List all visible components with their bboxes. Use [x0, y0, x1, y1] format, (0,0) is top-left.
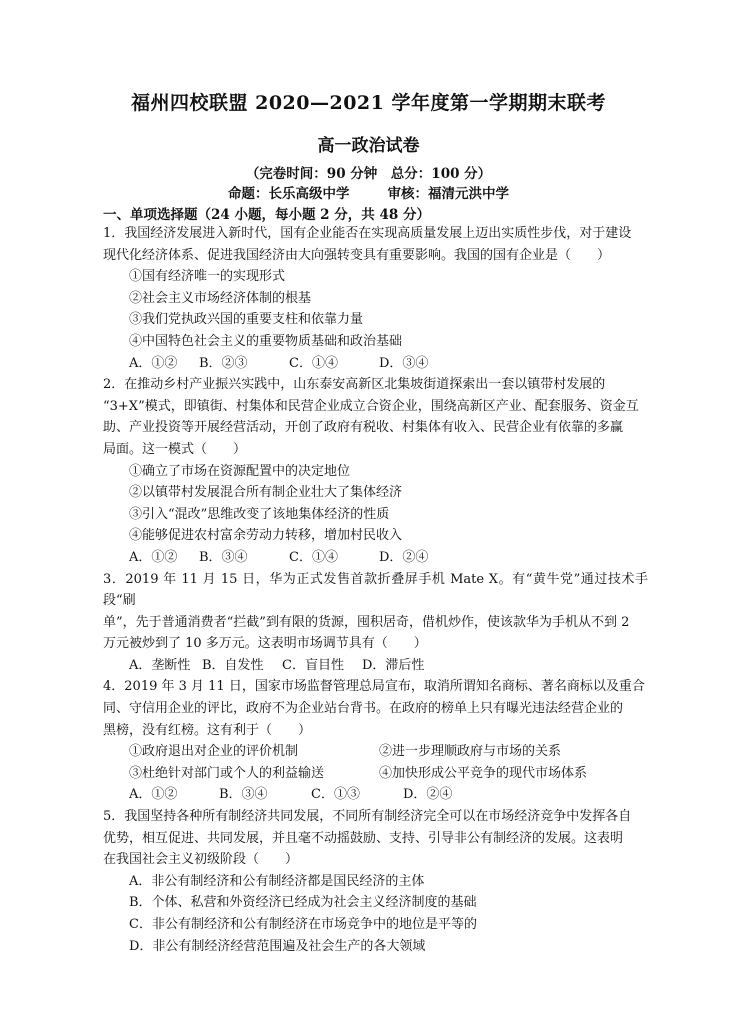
question-text: 助、产业投资等开展经营活动，开创了政府有税收、村集体有收入、民营企业有依靠的多赢	[103, 420, 624, 436]
statement-item: ②以镇带村发展混合所有制企业壮大了集体经济	[129, 485, 403, 501]
statement-item: ①政府退出对企业的评价机制	[129, 744, 299, 760]
question-text: 5．我国坚持各种所有制经济共同发展，不同所有制经济完全可以在市场经济竞争中发挥各自	[103, 809, 632, 825]
statement-item: ②社会主义市场经济体制的根基	[129, 290, 312, 306]
choice-b: B．②③	[199, 355, 248, 371]
choice-d: D．②④	[403, 787, 453, 803]
question-4	[103, 676, 648, 806]
section-heading: 一、单项选择题（24 小题，每小题 2 分，共 48 分）	[103, 207, 430, 223]
choice-c: C．①④	[289, 355, 338, 371]
statement-item: ①国有经济唯一的实现形式	[129, 269, 286, 285]
statement-row	[103, 741, 648, 763]
question-text: 2．在推动乡村产业振兴实践中，山东泰安高新区北集坡街道探索出一套以镇带村发展的	[103, 377, 606, 393]
statement-item: ①确立了市场在资源配置中的决定地位	[129, 463, 351, 479]
choice-c: C．盲目性	[282, 657, 344, 673]
answer-choices	[103, 784, 648, 806]
choice-a: A．①②	[129, 355, 178, 371]
choice-c: C．非公有制经济和公有制经济在市场竞争中的地位是平等的	[129, 917, 477, 932]
statement-item: ③引入“混改”思维改变了该地集体经济的性质	[129, 506, 390, 522]
statement-item: ②进一步理顺政府与市场的关系	[379, 744, 562, 760]
question-text: 黑榜，没有红榜。这有利于（ ）	[103, 722, 312, 738]
question-text: 局面。这一模式（ ）	[103, 441, 247, 457]
question-text: 3．2019 年 11 月 15 日，华为正式发售首款折叠屏手机 Mate X。有“黄牛党”通过技术手段“刷	[103, 571, 648, 609]
question-text: 优势，相互促进、共同发展，并且毫不动摇鼓励、支持、引导非公有制经济的发展。这表明	[103, 830, 624, 846]
statement-item: ④能够促进农村富余劳动力转移，增加村民收入	[129, 528, 403, 544]
choice-b: B．自发性	[202, 657, 264, 673]
choice-b: B．③④	[219, 787, 268, 803]
choice-c: C．①③	[311, 787, 360, 803]
statement-item: ③杜绝针对部门或个人的利益输送	[129, 765, 325, 781]
exam-title: 福州四校联盟 2020—2021 学年度第一学期期末联考	[131, 92, 606, 114]
question-1	[103, 223, 648, 374]
question-text: 单”，先于普通消费者“拦截”到有限的货源，囤积居奇，借机炒作，使该款华为手机从不到 2	[103, 614, 630, 630]
question-text: 4．2019 年 3 月 11 日，国家市场监督管理总局宣布，取消所谓知名商标、著名商标以及重合	[103, 679, 645, 695]
time-info: （完卷时间：90 分钟 总分：100 分）	[245, 166, 492, 182]
answer-choices	[103, 353, 648, 375]
answer-choices	[103, 547, 648, 569]
question-text: 1．我国经济发展进入新时代，国有企业能否在实现高质量发展上迈出实质性步伐，对于建设	[103, 226, 632, 241]
choice-d: D．非公有制经济经营范围遍及社会生产的各大领域	[129, 938, 426, 954]
question-text: 万元被炒到了 10 多万元。这表明市场调节具有（ ）	[103, 636, 427, 652]
choice-c: C．①④	[289, 549, 338, 565]
statement-item: ③我们党执政兴国的重要支柱和依靠力量	[129, 312, 364, 328]
reviewer: 审核：福清元洪中学	[387, 186, 509, 202]
question-text: 现代化经济体系、促进我国经济由大向强转变具有重要影响。我国的国有企业是（ ）	[103, 247, 611, 263]
questions-body	[103, 223, 648, 957]
question-5	[103, 806, 648, 957]
exam-subtitle: 高一政治试卷	[317, 136, 420, 156]
author-line	[0, 182, 737, 202]
statement-row	[103, 763, 648, 785]
choice-a: A．垄断性	[129, 657, 191, 673]
choice-b: B．③④	[199, 549, 248, 565]
statement-item: ④中国特色社会主义的重要物质基础和政治基础	[129, 333, 403, 349]
answer-choices	[103, 655, 648, 677]
question-text: “3+X”模式，即镇街、村集体和民营企业成立合资企业，围绕高新区产业、配套服务、资金互	[103, 398, 639, 414]
question-text: 在我国社会主义初级阶段（ ）	[103, 852, 299, 868]
statement-item: ④加快形成公平竞争的现代市场体系	[379, 765, 588, 781]
author: 命题：长乐高级中学	[228, 186, 350, 202]
choice-d: D．②④	[379, 549, 429, 565]
choice-a: A．①②	[129, 787, 178, 803]
choice-a: A．①②	[129, 549, 178, 565]
choice-d: D．滞后性	[362, 657, 425, 673]
question-3	[103, 569, 648, 677]
choice-b: B．个体、私营和外资经济已经成为社会主义经济制度的基础	[129, 895, 477, 911]
choice-a: A．非公有制经济和公有制经济都是国民经济的主体	[129, 873, 425, 889]
choice-d: D．③④	[379, 355, 429, 371]
question-text: 同、守信用企业的评比，政府不为企业站台背书。在政府的榜单上只有曝光违法经营企业的	[103, 701, 624, 717]
question-2	[103, 374, 648, 568]
